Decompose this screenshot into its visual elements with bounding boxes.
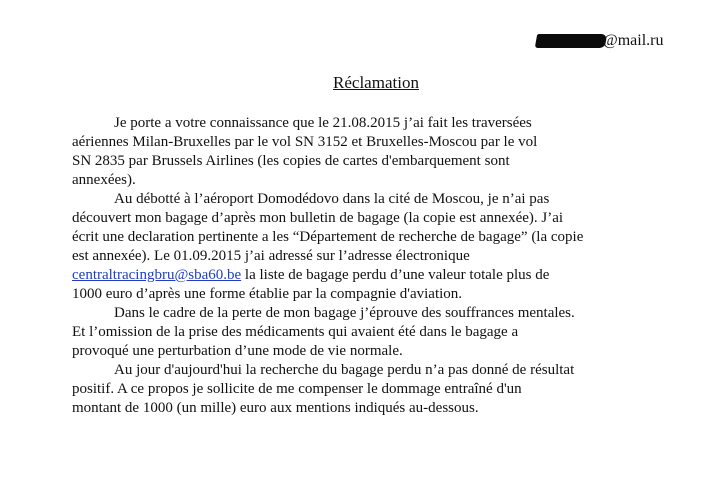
paragraph-2-line-6: 1000 euro d’après une forme établie par la compagnie d'aviation. xyxy=(72,286,463,302)
sender-email-suffix: @mail.ru xyxy=(603,32,664,49)
paragraph-1-line-3: SN 2835 par Brussels Airlines (les copies de cartes d'embarquement sont xyxy=(72,153,510,169)
paragraph-2-line-2: découvert mon bagage d’après mon bulletin de bagage (la copie est annexée). J’ai xyxy=(72,210,564,226)
paragraph-3-line-2: Et l’omission de la prise des médicaments qui avaient été dans le bagage a xyxy=(72,324,519,340)
paragraph-4-line-1: Au jour d'aujourd'hui la recherche du bagage perdu n’a pas donné de résultat xyxy=(114,362,575,378)
paragraph-2-line-4: est annexée). Le 01.09.2015 j’ai adressé sur l’adresse électronique xyxy=(72,248,470,264)
document-title: Réclamation xyxy=(333,73,419,92)
paragraph-2-line-1: Au débotté à l’aéroport Domodédovo dans la cité de Moscou, je n’ai pas xyxy=(114,191,550,207)
paragraph-4-line-2: positif. A ce propos je sollicite de me compenser le dommage entraîné d'un xyxy=(72,381,522,397)
email-link[interactable]: centraltracingbru@sba60.be xyxy=(72,267,242,283)
paragraph-3-line-1: Dans le cadre de la perte de mon bagage j’éprouve des souffrances mentales. xyxy=(114,305,575,321)
letter-body xyxy=(72,114,692,418)
paragraph-4-line-3: montant de 1000 (un mille) euro aux mentions indiqués au-dessous. xyxy=(72,400,479,416)
paragraph-1-line-4: annexées). xyxy=(72,172,136,188)
paragraph-2-line-5-text: la liste de bagage perdu d’une valeur totale plus de xyxy=(241,267,550,283)
paragraph-2-line-5 xyxy=(72,266,692,285)
paragraph-1-line-1: Je porte a votre connaissance que le 21.08.2015 j’ai fait les traversées xyxy=(114,115,532,131)
paragraph-1-line-2: aériennes Milan-Bruxelles par le vol SN 3152 et Bruxelles-Moscou par le vol xyxy=(72,134,538,150)
paragraph-2-line-3: écrit une declaration pertinente a les “Département de recherche de bagage” (la copie xyxy=(72,229,584,245)
redacted-username xyxy=(535,34,607,48)
paragraph-3-line-3: provoqué une perturbation d’une mode de vie normale. xyxy=(72,343,403,359)
